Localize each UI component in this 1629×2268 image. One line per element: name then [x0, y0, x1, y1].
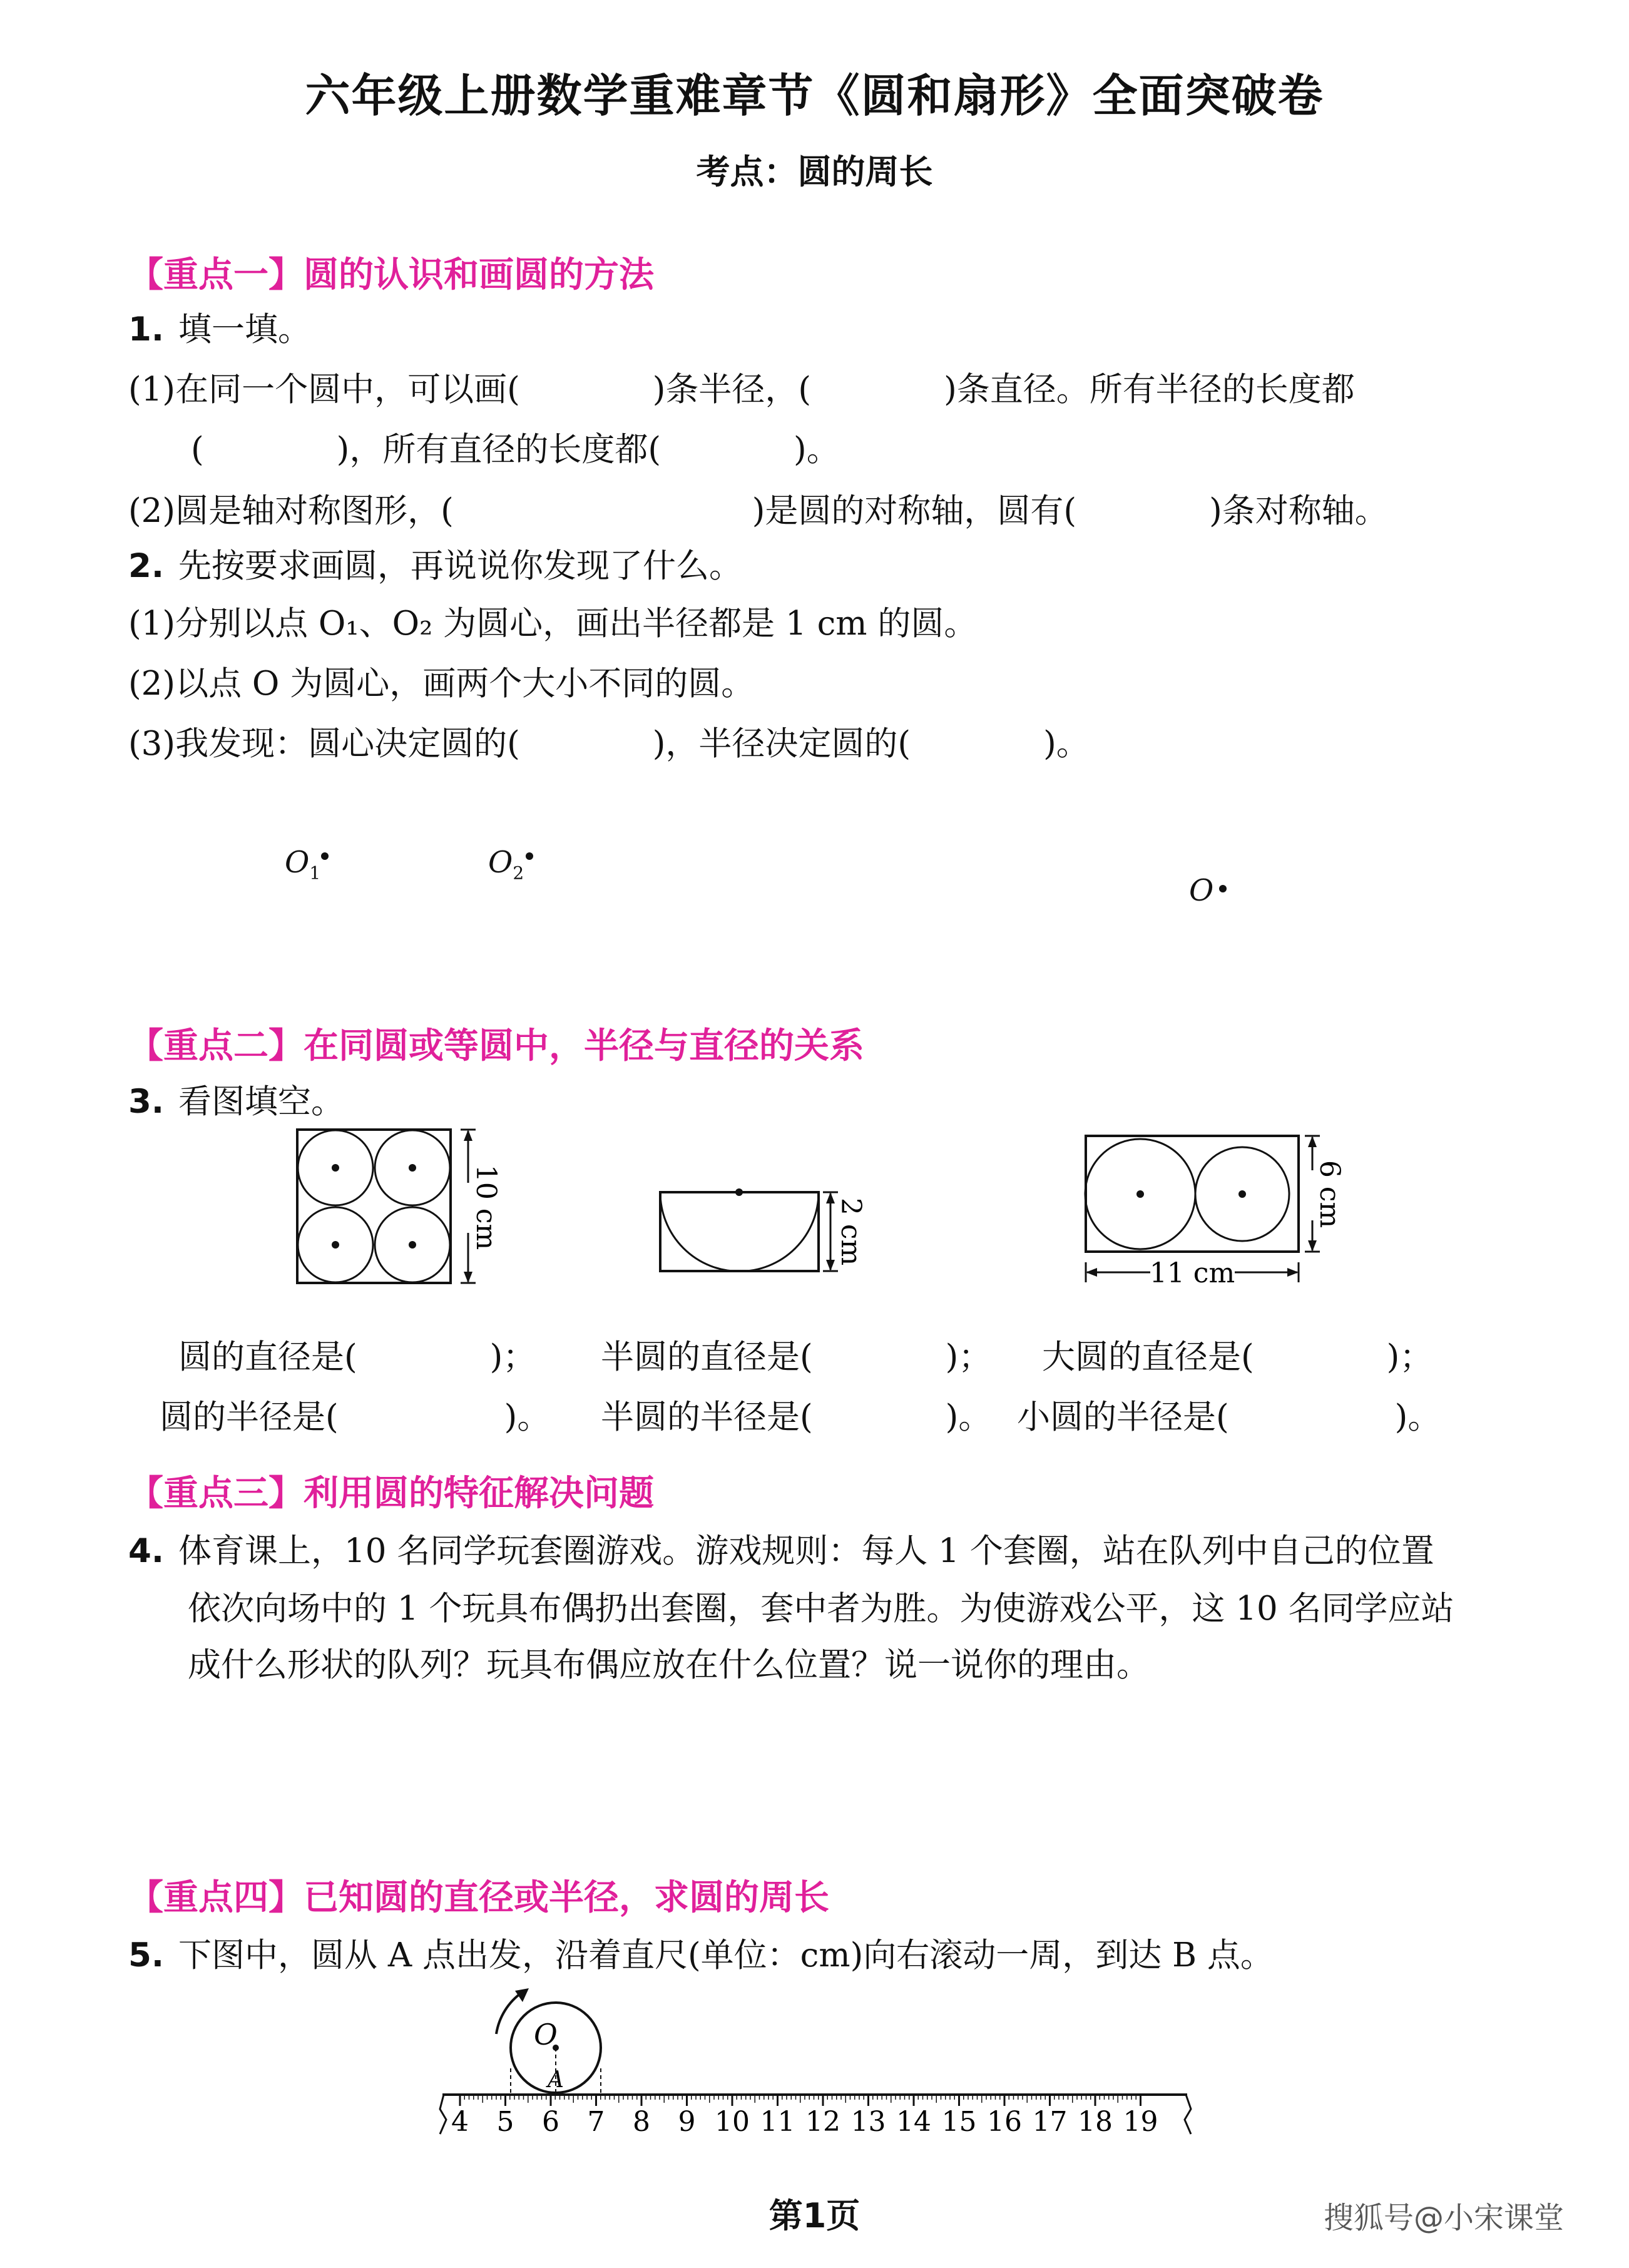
question-number: 5.: [128, 1936, 165, 1974]
q3-answer-b1: 圆的半径是( )。: [160, 1398, 551, 1436]
figure-ruler-circle: [435, 1974, 1205, 2137]
point-o-label: O: [1189, 873, 1214, 908]
point-o2: [526, 852, 533, 860]
q4-line-2: 依次向场中的 1 个玩具布偶扔出套圈，套中者为胜。为使游戏公平，这 10 名同学应站: [188, 1590, 1454, 1628]
section-heading-4: 【重点四】已知圆的直径或半径，求圆的周长: [128, 1877, 829, 1918]
q3-answer-b3: 小圆的半径是( )。: [1017, 1398, 1441, 1436]
q1-line-1: (1)在同一个圆中，可以画( )条半径，( )条直径。所有半径的长度都: [128, 370, 1355, 409]
ruler: [440, 2095, 1191, 2138]
ruler-tick-label: 4: [451, 2106, 469, 2138]
page-number: 第1页: [769, 2196, 860, 2235]
fig3-width-label: 11 cm: [1149, 1257, 1235, 1289]
figure-semicircle: [654, 1186, 867, 1280]
question-number: 4.: [128, 1532, 165, 1570]
q4-line-3: 成什么形状的队列？玩具布偶应放在什么位置？说一说你的理由。: [188, 1646, 1150, 1684]
question-text: 体育课上，10 名同学玩套圈游戏。游戏规则：每人 1 个套圈，站在队列中自己的位置: [178, 1532, 1434, 1570]
q1-line-2: ( )，所有直径的长度都( )。: [191, 431, 840, 469]
fig3-height-label: 6 cm: [1314, 1160, 1346, 1228]
question-5: [128, 1929, 1274, 1976]
ruler-tick-label: 19: [1123, 2106, 1158, 2138]
point-o: [1219, 885, 1227, 892]
point-o1-label: $O_1$: [285, 845, 321, 884]
question-2: [128, 539, 742, 587]
question-4: [128, 1525, 1434, 1572]
ruler-tick-label: 17: [1032, 2106, 1068, 2138]
question-text: 看图填空。: [178, 1083, 344, 1121]
point-o2-label: $O_2$: [488, 845, 524, 884]
point-o1: [321, 852, 329, 860]
q2-line-2: (2)以点 O 为圆心，画两个大小不同的圆。: [128, 665, 755, 703]
ruler-tick-label: 10: [715, 2106, 750, 2138]
ruler-tick-label: 6: [542, 2106, 559, 2138]
section-heading-1: 【重点一】圆的认识和画圆的方法: [128, 255, 654, 295]
page-subtitle: 考点：圆的周长: [696, 152, 933, 192]
figure-four-circles: [288, 1123, 501, 1295]
question-text: 先按要求画圆，再说说你发现了什么。: [178, 547, 742, 585]
question-1: [128, 303, 311, 350]
question-number: 2.: [128, 547, 165, 585]
question-number: 1.: [128, 310, 165, 349]
q3-answer-a2: 半圆的直径是( )；: [601, 1338, 992, 1376]
question-3: [128, 1075, 344, 1123]
section-heading-2: 【重点二】在同圆或等圆中，半径与直径的关系: [128, 1026, 864, 1066]
ruler-tick-label: 14: [896, 2106, 931, 2138]
q2-line-3: (3)我发现：圆心决定圆的( )，半径决定圆的( )。: [128, 725, 1090, 763]
q3-answer-a3: 大圆的直径是( )；: [1042, 1338, 1433, 1376]
ruler-tick-label: 11: [760, 2106, 795, 2138]
question-text: 下图中，圆从 A 点出发，沿着直尺(单位：cm)向右滚动一周，到达 B 点。: [178, 1936, 1274, 1974]
ruler-tick-label: 18: [1078, 2106, 1113, 2138]
circle-center-label: O: [534, 2018, 558, 2051]
ruler-tick-label: 13: [850, 2106, 886, 2138]
ruler-tick-label: 5: [496, 2106, 514, 2138]
figure-two-circles: [1076, 1130, 1346, 1299]
q3-answer-a1: 圆的直径是( )；: [178, 1338, 536, 1376]
ruler-tick-label: 12: [805, 2106, 840, 2138]
ruler-tick-label: 8: [633, 2106, 650, 2138]
ruler-tick-label: 16: [987, 2106, 1022, 2138]
ruler-tick-label: 15: [941, 2106, 977, 2138]
ruler-tick-label: 9: [678, 2106, 696, 2138]
page-title: 六年级上册数学重难章节《圆和扇形》全面突破卷: [305, 69, 1324, 122]
section-heading-3: 【重点三】利用圆的特征解决问题: [128, 1473, 654, 1514]
fig1-dimension-label: 10 cm: [470, 1164, 502, 1250]
q1-line-3: (2)圆是轴对称图形，( )是圆的对称轴，圆有( )条对称轴。: [128, 492, 1388, 530]
circle-point-label: A: [548, 2067, 564, 2093]
watermark: 搜狐号@小宋课堂: [1324, 2200, 1565, 2235]
question-number: 3.: [128, 1083, 165, 1121]
ruler-tick-label: 7: [587, 2106, 605, 2138]
question-text: 填一填。: [178, 310, 311, 349]
fig2-dimension-label: 2 cm: [835, 1197, 867, 1266]
q2-line-1: (1)分别以点 O₁、O₂ 为圆心，画出半径都是 1 cm 的圆。: [128, 605, 978, 643]
q3-answer-b2: 半圆的半径是( )。: [601, 1398, 992, 1436]
